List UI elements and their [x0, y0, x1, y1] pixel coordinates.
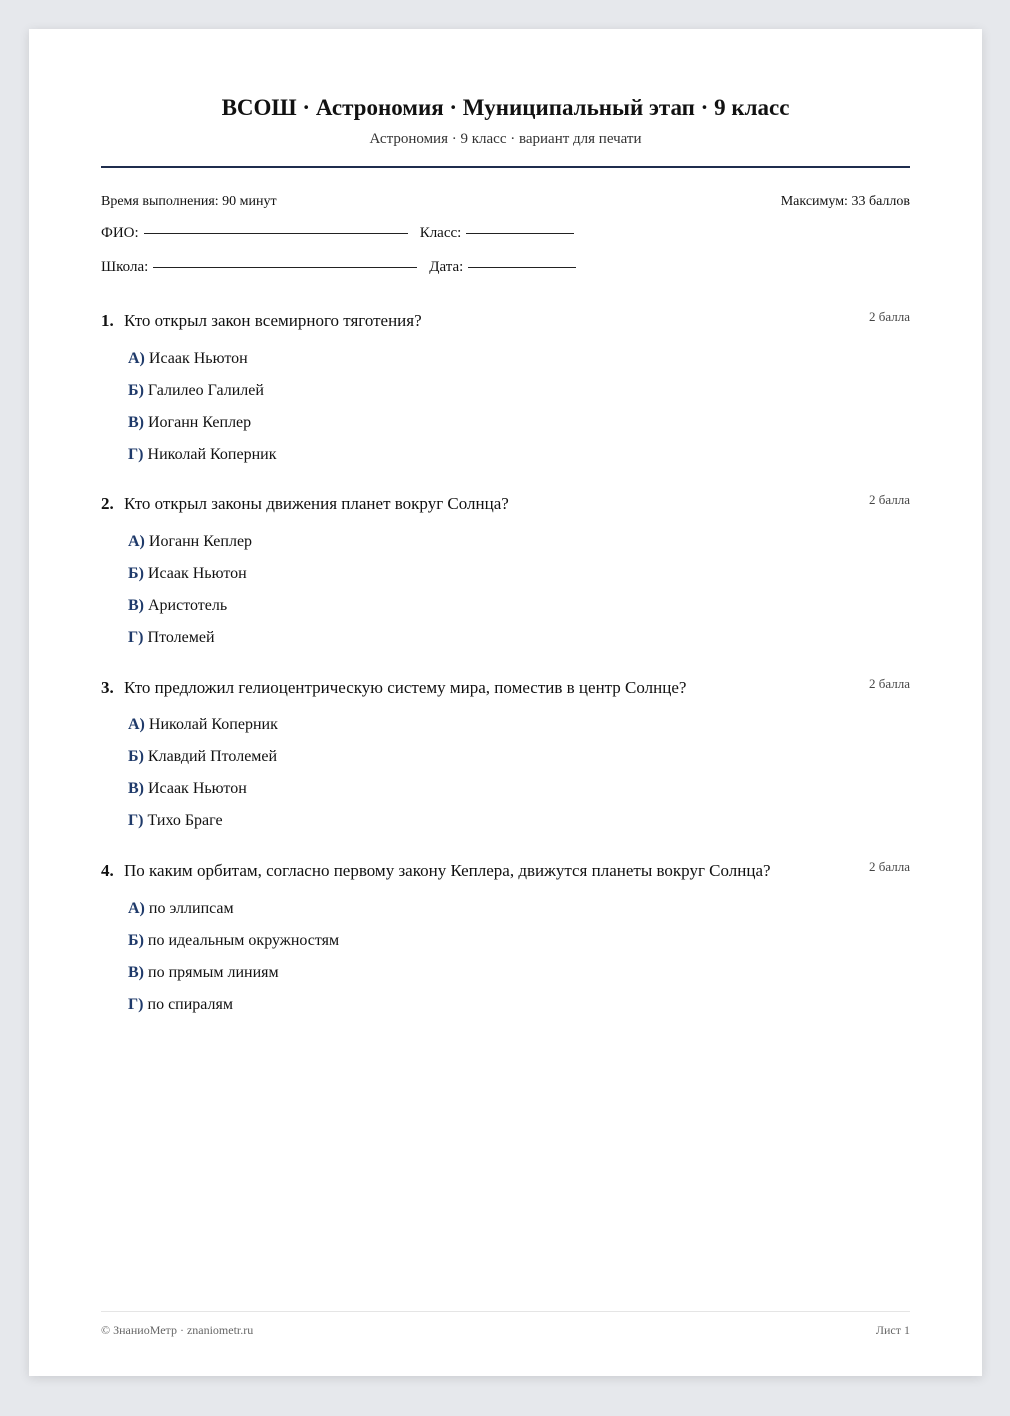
answer-option[interactable] [128, 812, 223, 830]
answer-option[interactable] [128, 900, 234, 918]
question-4 [101, 859, 910, 1013]
option-letter: А) [128, 350, 145, 367]
answer-option[interactable] [128, 748, 277, 766]
question-points: 2 балла [869, 309, 910, 324]
page-subtitle: Астрономия · 9 класс · вариант для печати [369, 131, 642, 147]
footer-copyright: © ЗнаниоМетр · znaniometr.ru [101, 1323, 254, 1337]
option-letter: Б) [128, 382, 144, 399]
header-divider [101, 166, 910, 168]
fio-field[interactable] [144, 232, 408, 234]
question-3 [101, 676, 910, 829]
question-points: 2 балла [869, 492, 910, 507]
page-title: ВСОШ · Астрономия · Муниципальный этап · 9 класс [221, 95, 790, 120]
school-field[interactable] [153, 266, 417, 268]
time-limit: Время выполнения: 90 минут [101, 194, 277, 209]
option-letter: В) [128, 597, 144, 614]
question-header [101, 678, 910, 700]
fio-label: ФИО: [101, 225, 139, 241]
date-label: Дата: [429, 259, 464, 275]
option-letter: В) [128, 780, 144, 797]
answer-option[interactable] [128, 932, 339, 950]
question-text: Кто предложил гелиоцентрическую систему мира, поместив в центр Солнце? [124, 678, 687, 697]
class-field[interactable] [466, 232, 574, 234]
option-letter: А) [128, 533, 145, 550]
option-letter: Г) [128, 996, 144, 1013]
answer-option[interactable] [128, 780, 247, 798]
question-text: Кто открыл закон всемирного тяготения? [124, 311, 422, 330]
option-letter: Б) [128, 748, 144, 765]
option-text: Клавдий Птолемей [147, 748, 278, 765]
option-letter: Г) [128, 446, 144, 463]
footer-divider [101, 1311, 910, 1312]
option-letter: А) [128, 716, 145, 733]
max-score: Максимум: 33 баллов [780, 194, 910, 209]
school-label: Школа: [101, 259, 149, 275]
option-text: Николай Коперник [148, 716, 278, 733]
option-text: по прямым линиям [148, 964, 279, 981]
question-header [101, 861, 910, 883]
option-text: Тихо Браге [147, 812, 223, 829]
answer-option[interactable] [128, 996, 233, 1014]
answer-option[interactable] [128, 414, 251, 432]
fields-row-1 [101, 225, 574, 242]
option-letter: А) [128, 900, 145, 917]
answer-option[interactable] [128, 964, 279, 982]
answer-option[interactable] [128, 533, 252, 551]
answer-option[interactable] [128, 565, 247, 583]
question-number: 3. [101, 678, 114, 697]
option-letter: Б) [128, 565, 144, 582]
question-number: 4. [101, 861, 114, 880]
date-field[interactable] [468, 266, 576, 268]
option-letter: Г) [128, 812, 144, 829]
meta-row [101, 194, 910, 210]
fields-row-2 [101, 259, 576, 276]
footer-page-number: Лист 1 [875, 1323, 910, 1337]
answer-option[interactable] [128, 716, 278, 734]
option-letter: Б) [128, 932, 144, 949]
question-number: 1. [101, 311, 114, 330]
question-points: 2 балла [869, 859, 910, 874]
question-header [101, 494, 910, 516]
answer-option[interactable] [128, 629, 215, 647]
option-letter: В) [128, 964, 144, 981]
exam-sheet [29, 29, 982, 1376]
option-text: Иоганн Кеплер [148, 533, 253, 550]
option-text: по идеальным окружностям [147, 932, 340, 949]
option-text: Николай Коперник [147, 446, 277, 463]
question-text: Кто открыл законы движения планет вокруг Солнца? [124, 494, 509, 513]
question-1 [101, 309, 910, 463]
answer-option[interactable] [128, 350, 248, 368]
class-label: Класс: [419, 225, 462, 241]
option-text: по эллипсам [148, 900, 234, 917]
option-letter: Г) [128, 629, 144, 646]
question-2 [101, 492, 910, 646]
option-text: Аристотель [148, 597, 228, 614]
option-letter: В) [128, 414, 144, 431]
option-text: Исаак Ньютон [148, 350, 248, 367]
answer-option[interactable] [128, 597, 227, 615]
question-header [101, 311, 910, 333]
question-points: 2 балла [869, 676, 910, 691]
option-text: по спиралям [147, 996, 234, 1013]
option-text: Исаак Ньютон [148, 780, 247, 797]
answer-option[interactable] [128, 446, 276, 464]
question-number: 2. [101, 494, 114, 513]
option-text: Исаак Ньютон [147, 565, 247, 582]
option-text: Иоганн Кеплер [148, 414, 252, 431]
option-text: Галилео Галилей [147, 382, 264, 399]
option-text: Птолемей [147, 629, 215, 646]
question-text: По каким орбитам, согласно первому закону Кеплера, движутся планеты вокруг Солнца? [124, 861, 771, 880]
answer-option[interactable] [128, 382, 264, 400]
